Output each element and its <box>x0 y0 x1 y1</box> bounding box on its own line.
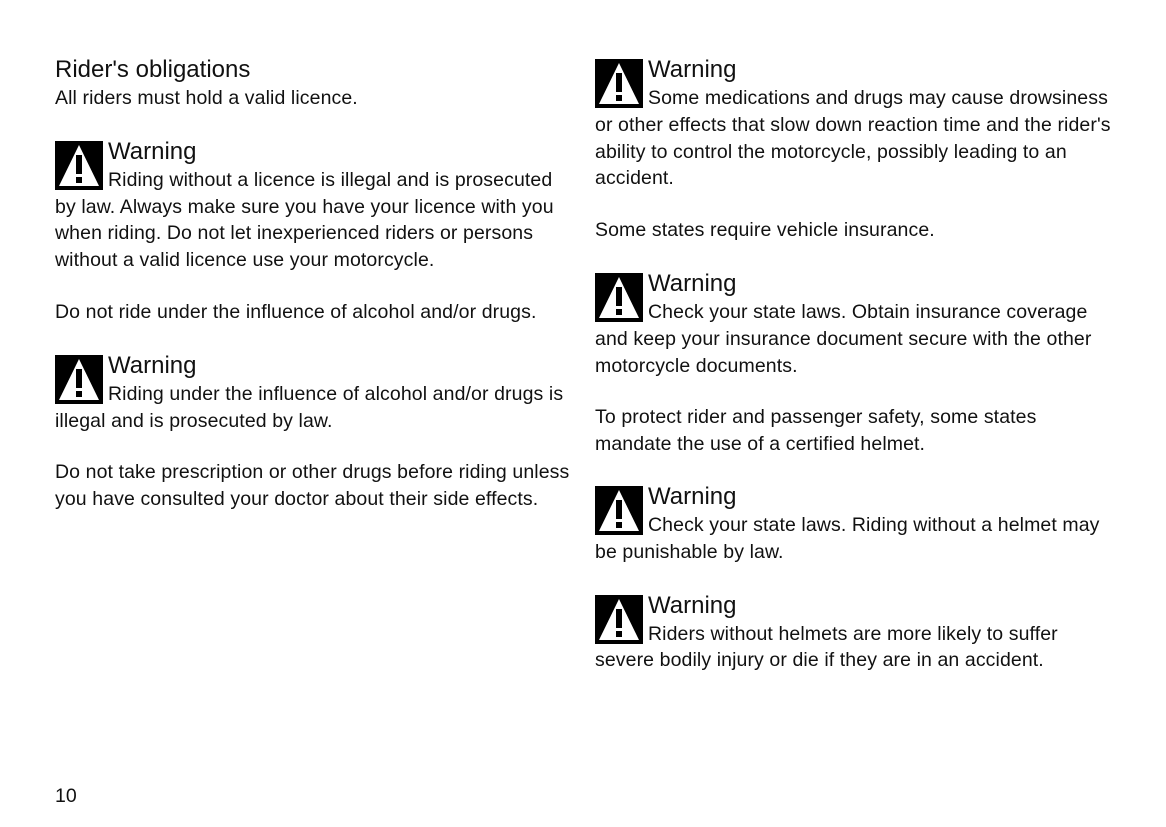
warning-helmet-law <box>595 482 1115 566</box>
warning-title: Warning <box>108 351 197 379</box>
warning-title: Warning <box>648 591 737 619</box>
warning-triangle-icon <box>595 595 643 644</box>
warning-title: Warning <box>648 56 737 83</box>
warning-text: Check your state laws. Riding without a helmet may be punishable by law. <box>595 513 1100 563</box>
warning-text: Riding under the influence of alcohol and/or drugs is illegal and is prosecuted by law. <box>55 382 564 432</box>
warning-triangle-icon <box>595 273 643 322</box>
warning-triangle-icon <box>595 59 643 108</box>
warning-triangle-icon <box>55 355 103 404</box>
warning-alcohol <box>55 351 575 435</box>
alcohol-paragraph: Do not ride under the influence of alcohol and/or drugs. <box>55 300 537 323</box>
insurance-paragraph: Some states require vehicle insurance. <box>595 219 935 242</box>
warning-text: Riders without helmets are more likely to suffer severe bodily injury or die if they are in an accident. <box>595 622 1058 672</box>
warning-triangle-icon <box>595 486 643 535</box>
page-number: 10 <box>55 785 77 807</box>
warning-licence <box>55 137 575 274</box>
section-heading: Rider's obligations <box>55 56 251 83</box>
warning-title: Warning <box>648 269 737 297</box>
warning-insurance <box>595 269 1115 379</box>
prescription-paragraph: Do not take prescription or other drugs before riding unless you have consulted your doctor about their side effects. <box>55 461 570 511</box>
warning-text: Check your state laws. Obtain insurance coverage and keep your insurance document secure with the other motorcycle documents. <box>595 300 1092 377</box>
warning-triangle-icon <box>55 141 103 190</box>
warning-title: Warning <box>108 137 197 165</box>
warning-title: Warning <box>648 482 737 510</box>
warning-medication <box>595 55 1115 192</box>
helmet-paragraph: To protect rider and passenger safety, some states mandate the use of a certified helmet. <box>595 406 1037 456</box>
warning-text: Some medications and drugs may cause drowsiness or other effects that slow down reaction time and the rider's ability to control the motorcycle, possibly leading to an accident. <box>595 87 1111 190</box>
right-column <box>595 55 1115 674</box>
left-column <box>55 55 575 513</box>
warning-text: Riding without a licence is illegal and is prosecuted by law. Always make sure you have your licence with you when riding. Do not let inexperienced riders or persons without a valid licence use your motorcycle. <box>55 168 554 272</box>
intro-paragraph: All riders must hold a valid licence. <box>55 87 358 109</box>
warning-helmet-injury <box>595 591 1115 675</box>
